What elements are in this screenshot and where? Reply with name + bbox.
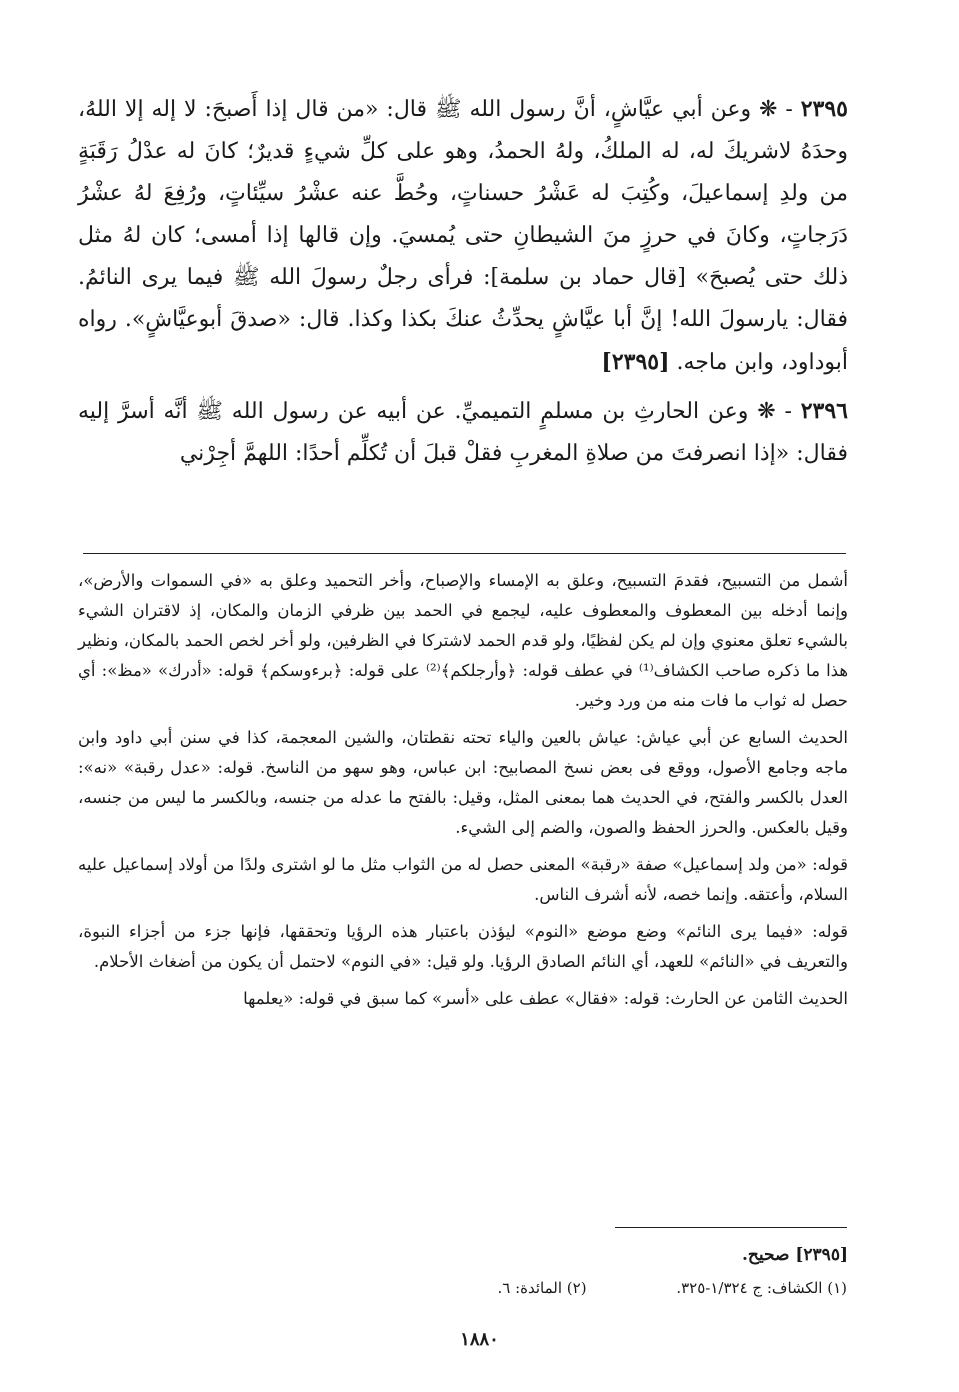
hadith-grade: [٢٣٩٥] صحيح. [742, 1245, 848, 1265]
footnotes [497, 1279, 847, 1297]
hadith-number: ٢٣٩٦ [800, 398, 848, 424]
hadith-reference: [٢٣٩٥] [601, 349, 670, 375]
hadith-text: - ❋ وعن الحارثِ بن مسلمٍ التميميِّ. عن أبيه عن رسول الله ﷺ أنَّه أسرَّ إليه فقال: «إذا انصرفتَ من صلاةِ المغربِ فقلْ قبلَ أن تُكلِّم أحدًا: اللهمَّ أجِرْني [78, 399, 848, 466]
hadith-section [78, 88, 848, 481]
footnote-2: (٢) المائدة: ٦. [497, 1279, 587, 1297]
commentary-paragraph: قوله: «فيما يرى النائم» وضع موضع «النوم» ليؤذن باعتبار هذه الرؤيا وتحققها، فإنها جزء من أجزاء النبوة، والتعريف في «النائم» للعهد، أي النائم الصادق الرؤيا. ولو قيل: «في النوم» لاحتمل أن يكون من أضغاث الأحلام. [78, 922, 848, 971]
commentary-section [78, 566, 848, 1021]
hadith-2396 [78, 390, 848, 475]
hadith-2395 [78, 88, 848, 384]
commentary-paragraph: الحديث الثامن عن الحارث: قوله: «فقال» عطف على «أسر» كما سبق في قوله: «يعلمها [243, 989, 848, 1008]
footnote-1: (١) الكشاف: ج ١/٣٢٤-٣٢٥. [676, 1279, 847, 1297]
commentary-paragraph: الحديث السابع عن أبي عياش: عياش بالعين والياء تحته نقطتان، والشين المعجمة، كذا في سنن أبي داود وابن ماجه وجامع الأصول، ووقع فى بعض نسخ المصابيح: ابن عباس، وهو سهو من الناسخ. قوله: «عدل رقبة» «نه»: العدل بالكسر والفتح، في الحديث هما بمعنى المثل، وقيل: بالفتح ما عدله من جنسه، وبالكسر ما ليس من جنسه، وقيل بالعكس. والحرز الحفظ والصون، والضم إلى الشيء. [78, 728, 848, 837]
main-divider [83, 553, 846, 554]
page-number: ١٨٨٠ [460, 1329, 499, 1350]
commentary-paragraph: قوله: «من ولد إسماعيل» صفة «رقبة» المعنى حصل له من الثواب مثل ما لو اشترى ولدًا من أولاد إسماعيل عليه السلام، وأعتقه. وإنما خصه، لأنه أشرف الناس. [78, 855, 848, 904]
hadith-number: ٢٣٩٥ [800, 96, 848, 122]
footnote-divider [615, 1227, 847, 1228]
commentary-paragraph: أشمل من التسبيح، فقدمَ التسبيح، وعلق به الإمساء والإصباح، وأخر التحميد وعلق به «في السموات والأرض»، وإنما أدخله بين المعطوف والمعطوف عليه، ليجمع في الحمد بين ظرفي الزمان والمكان، إذ لاقتران الشيء بالشيء تعلق معنوي وإن لم يكن لفظيًا، ولو قدم الحمد لاشتركا في الظرفين، ولو أخر لخص الحمد بالمكان، ونظير هذا ما ذكره صاحب الكشاف⁽¹⁾ في عطف قوله: ﴿وأرجلكم﴾⁽²⁾ على قوله: ﴿برءوسكم﴾ قوله: «أدرك» «مظ»: أي حصل له ثواب ما فات منه من ورد وخير. [78, 571, 849, 710]
hadith-text: - ❋ وعن أبي عيَّاشٍ، أنَّ رسول الله ﷺ قال: «من قال إذا أَصبحَ: لا إله إلا اللهُ، وحدَهُ لاشريكَ له، له الملكُ، ولهُ الحمدُ، وهو على كلِّ شيءٍ قديرٌ؛ كانَ له عدْلُ رَقَبَةٍ من ولدِ إسماعيلَ، وكُتِبَ له عَشْرُ حسناتٍ، وحُطَّ عنه عشْرُ سيِّئاتٍ، ورُفِعَ لهُ عشْرُ دَرَجاتٍ، وكانَ في حرزٍ منَ الشيطانِ حتى يُمسيَ. وإن قالها إذا أمسى؛ كان لهُ مثل ذلك حتى يُصبحَ» [قال حماد بن سلمة]: فرأى رجلٌ رسولَ الله ﷺ فيما يرى النائمُ. فقال: يارسولَ الله! إنَّ أبا عيَّاشٍ يحدِّثُ عنكَ بكذا وكذا. قال: «صدقَ أبوعيَّاشٍ». رواه أبوداود، وابن ماجه. [78, 97, 848, 375]
